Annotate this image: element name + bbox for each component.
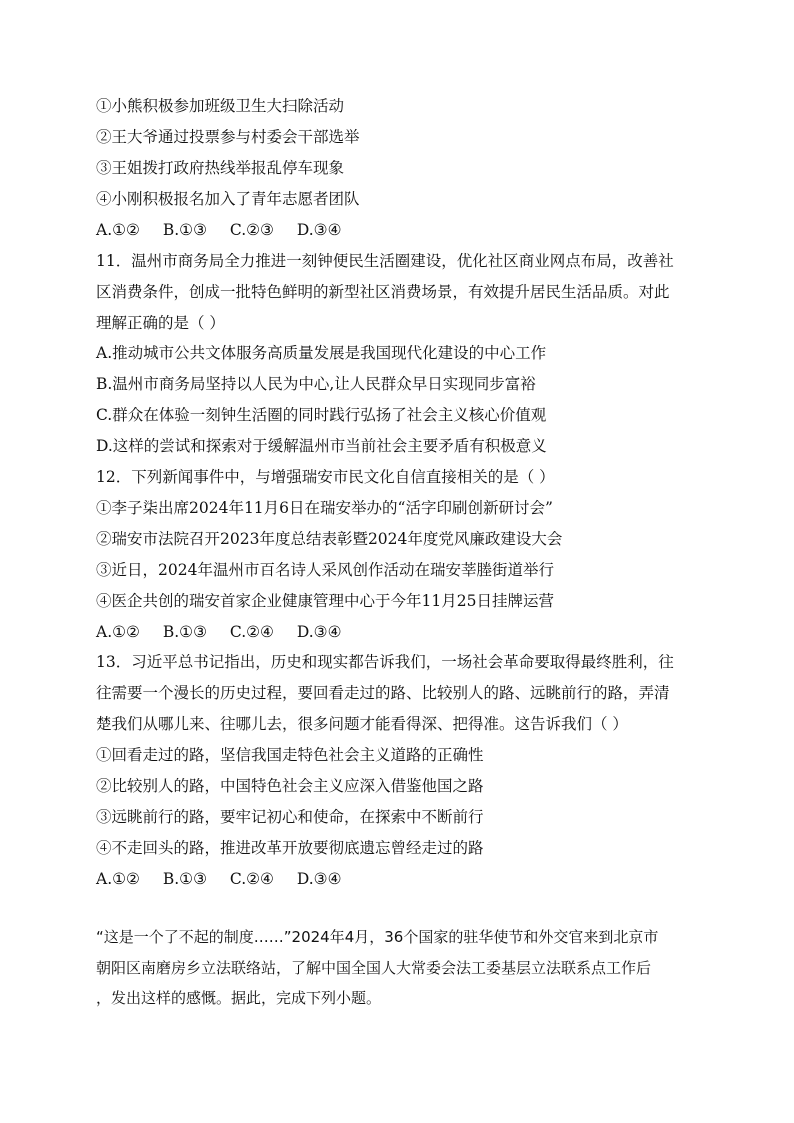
q13-option-a: A.①② [96, 870, 140, 888]
q11-choice-b: B.温州市商务局坚持以人民为中心,让人民群众早日实现同步富裕 [96, 375, 536, 393]
q10-item-2: ②王大爷通过投票参与村委会干部选举 [96, 128, 360, 146]
q10-item-4: ④小刚积极报名加入了青年志愿者团队 [96, 190, 360, 208]
q13-stem-line-1: 13．习近平总书记指出，历史和现实都告诉我们，一场社会革命要取得最终胜利，往 [96, 653, 674, 671]
q10-options [96, 220, 359, 240]
q13-stem-line-3: 楚我们从哪儿来、往哪儿去，很多问题才能看得深、把得准。这告诉我们（ ） [96, 715, 628, 733]
q11-stem-line-1: 11．温州市商务局全力推进一刻钟便民生活圈建设，优化社区商业网点布局，改善社 [96, 252, 674, 270]
q10-option-a: A.①② [96, 221, 140, 239]
q11-choice-d: D.这样的尝试和探索对于缓解温州市当前社会主要矛盾有积极意义 [96, 437, 547, 455]
q13-item-3: ③远眺前行的路，要牢记初心和使命，在探索中不断前行 [96, 808, 484, 826]
passage-line-2: 朝阳区南磨房乡立法联络站，了解中国全国人大常委会法工委基层立法联系点工作后 [96, 958, 652, 977]
q12-option-c: C.②④ [229, 623, 274, 641]
q13-stem-line-2: 往需要一个漫长的历史过程，要回看走过的路、比较别人的路、远眺前行的路，弄清 [96, 684, 670, 702]
q11-stem-line-2: 区消费条件，创成一批特色鲜明的新型社区消费场景，有效提升居民生活品质。对此 [96, 283, 670, 301]
q10-option-c: C.②③ [229, 221, 274, 239]
q12-item-4: ④医企共创的瑞安首家企业健康管理中心于今年11月25日挂牌运营 [96, 592, 554, 610]
passage-line-3: ，发出这样的感慨。据此，完成下列小题。 [96, 989, 382, 1007]
q12-option-a: A.①② [96, 623, 140, 641]
q11-stem-line-3: 理解正确的是（ ） [96, 314, 225, 332]
q12-stem-line-1: 12．下列新闻事件中，与增强瑞安市民文化自信直接相关的是（ ） [96, 468, 555, 486]
q12-option-b: B.①③ [162, 623, 207, 641]
q12-item-3: ③近日，2024年温州市百名诗人采风创作活动在瑞安莘塍街道举行 [96, 561, 554, 579]
q11-choice-c: C.群众在体验一刻钟生活圈的同时践行弘扬了社会主义核心价值观 [96, 406, 547, 424]
q13-options [96, 869, 359, 889]
q12-options [96, 622, 359, 642]
q10-option-d: D.③④ [296, 221, 342, 239]
q12-option-d: D.③④ [296, 623, 342, 641]
q13-option-c: C.②④ [229, 870, 274, 888]
q13-item-1: ①回看走过的路，坚信我国走特色社会主义道路的正确性 [96, 746, 484, 764]
q13-item-4: ④不走回头的路，推进改革开放要彻底遗忘曾经走过的路 [96, 839, 484, 857]
q12-item-2: ②瑞安市法院召开2023年度总结表彰暨2024年度党风廉政建设大会 [96, 530, 563, 548]
q13-option-b: B.①③ [162, 870, 207, 888]
material-passage [96, 922, 706, 1014]
q13-item-2: ②比较别人的路，中国特色社会主义应深入借鉴他国之路 [96, 777, 484, 795]
q10-item-3: ③王姐拨打政府热线举报乱停车现象 [96, 159, 345, 177]
q10-item-1: ①小熊积极参加班级卫生大扫除活动 [96, 97, 345, 115]
q10-option-b: B.①③ [162, 221, 207, 239]
q13-option-d: D.③④ [296, 870, 342, 888]
passage-line-1: “这是一个了不起的制度……”2024年4月，36个国家的驻华使节和外交官来到北京市 [96, 928, 659, 946]
q12-item-1: ①李子柒出席2024年11月6日在瑞安举办的“活字印刷创新研讨会” [96, 499, 553, 517]
q11-choice-a: A.推动城市公共文体服务高质量发展是我国现代化建设的中心工作 [96, 344, 547, 362]
